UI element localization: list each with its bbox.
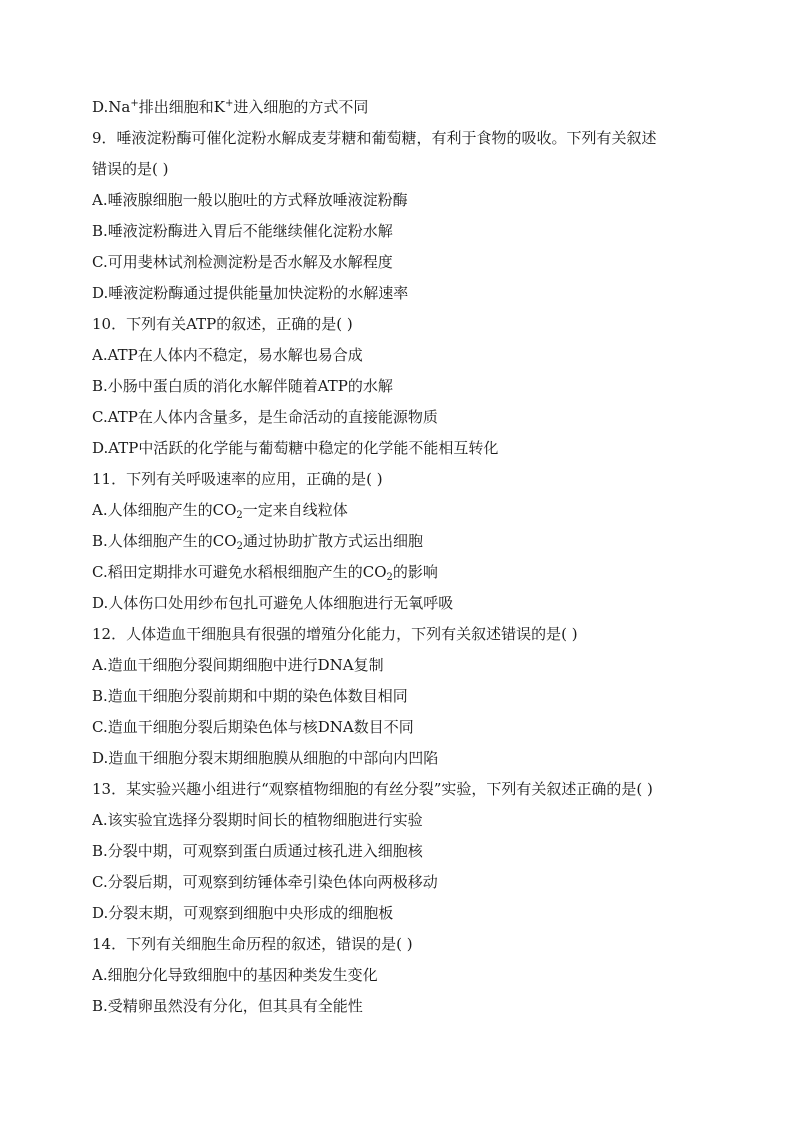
q11-option-a-text-2: 一定来自线粒体 bbox=[242, 501, 348, 519]
q8-option-d-text-2: 排出细胞和K bbox=[138, 98, 225, 116]
q13-option-a: A.该实验宜选择分裂期时间长的植物细胞进行实验 bbox=[92, 811, 423, 829]
q13-stem: 13．某实验兴趣小组进行“观察植物细胞的有丝分裂”实验，下列有关叙述正确的是( ) bbox=[92, 780, 653, 798]
q10-option-b: B.小肠中蛋白质的消化水解伴随着ATP的水解 bbox=[92, 377, 393, 395]
q14-option-a: A.细胞分化导致细胞中的基因种类发生变化 bbox=[92, 966, 378, 984]
q11-option-b bbox=[92, 526, 712, 557]
q9-option-b: B.唾液淀粉酶进入胃后不能继续催化淀粉水解 bbox=[92, 222, 393, 240]
q10-option-c: C.ATP在人体内含量多，是生命活动的直接能源物质 bbox=[92, 408, 438, 426]
q8-option-d-text-3: 进入细胞的方式不同 bbox=[233, 98, 369, 116]
q11-option-b-text-1: B.人体细胞产生的CO bbox=[92, 532, 237, 550]
q14-option-b: B.受精卵虽然没有分化，但其具有全能性 bbox=[92, 997, 363, 1015]
q9-stem-line-2: 错误的是( ) bbox=[92, 160, 169, 178]
q11-option-b-sub: 2 bbox=[236, 541, 243, 552]
q11-option-c-text-2: 的影响 bbox=[392, 563, 438, 581]
q10-stem: 10．下列有关ATP的叙述，正确的是( ) bbox=[92, 315, 353, 333]
q9-stem-line-1: 9．唾液淀粉酶可催化淀粉水解成麦芽糖和葡萄糖，有利于食物的吸收。下列有关叙述 bbox=[92, 129, 657, 147]
q10-option-a: A.ATP在人体内不稳定，易水解也易合成 bbox=[92, 346, 363, 364]
exam-page bbox=[92, 92, 712, 1022]
q11-option-c-text-1: C.稻田定期排水可避免水稻根细胞产生的CO bbox=[92, 563, 387, 581]
q11-option-a-sub: 2 bbox=[236, 510, 243, 521]
q12-option-c: C.造血干细胞分裂后期染色体与核DNA数目不同 bbox=[92, 718, 414, 736]
q9-option-d: D.唾液淀粉酶通过提供能量加快淀粉的水解速率 bbox=[92, 284, 409, 302]
q9-option-a: A.唾液腺细胞一般以胞吐的方式释放唾液淀粉酶 bbox=[92, 191, 408, 209]
q11-option-c bbox=[92, 557, 712, 588]
q11-option-a-text-1: A.人体细胞产生的CO bbox=[92, 501, 237, 519]
q8-option-d-text-1: D.Na bbox=[92, 98, 131, 116]
q11-option-b-text-2: 通过协助扩散方式运出细胞 bbox=[242, 532, 423, 550]
q12-stem: 12．人体造血干细胞具有很强的增殖分化能力，下列有关叙述错误的是( ) bbox=[92, 625, 578, 643]
q11-option-c-sub: 2 bbox=[386, 572, 393, 583]
q13-option-d: D.分裂末期，可观察到细胞中央形成的细胞板 bbox=[92, 904, 394, 922]
q13-option-b: B.分裂中期，可观察到蛋白质通过核孔进入细胞核 bbox=[92, 842, 423, 860]
q8-option-d-sup-2: + bbox=[224, 98, 234, 109]
q12-option-b: B.造血干细胞分裂前期和中期的染色体数目相同 bbox=[92, 687, 408, 705]
q13-option-c: C.分裂后期，可观察到纺锤体牵引染色体向两极移动 bbox=[92, 873, 438, 891]
q12-option-a: A.造血干细胞分裂间期细胞中进行DNA复制 bbox=[92, 656, 384, 674]
q12-option-d: D.造血干细胞分裂末期细胞膜从细胞的中部向内凹陷 bbox=[92, 749, 439, 767]
q11-stem: 11．下列有关呼吸速率的应用，正确的是( ) bbox=[92, 470, 383, 488]
q11-option-d: D.人体伤口处用纱布包扎可避免人体细胞进行无氧呼吸 bbox=[92, 594, 454, 612]
q14-stem: 14．下列有关细胞生命历程的叙述，错误的是( ) bbox=[92, 935, 413, 953]
q8-option-d-sup-1: + bbox=[130, 98, 139, 109]
q9-option-c: C.可用斐林试剂检测淀粉是否水解及水解程度 bbox=[92, 253, 393, 271]
q8-option-d bbox=[92, 92, 712, 123]
q11-option-a bbox=[92, 495, 712, 526]
q10-option-d: D.ATP中活跃的化学能与葡萄糖中稳定的化学能不能相互转化 bbox=[92, 439, 499, 457]
